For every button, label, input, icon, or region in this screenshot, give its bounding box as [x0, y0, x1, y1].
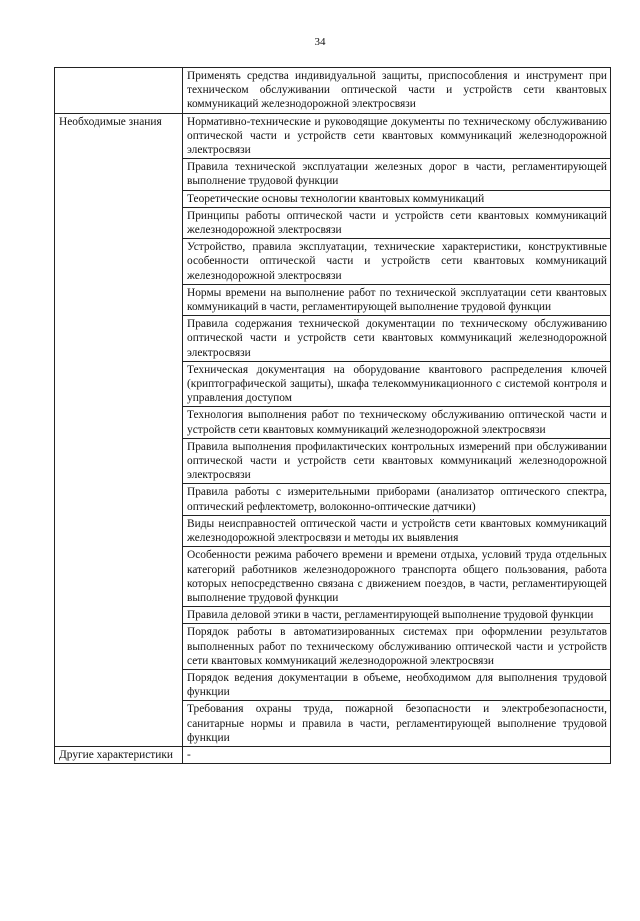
requirement-text: Техническая документация на оборудование квантового распределения ключей (криптографической защиты), шкафа телекоммуникационного с системой контроля и управления доступом: [183, 361, 611, 407]
requirement-text: Особенности режима рабочего времени и времени отдыха, условий труда отдельных категорий работников железнодорожного транспорта общего пользования, работа которых непосредственно связана с движением поездов, в части, регламентирующей выполнение трудовой функции: [183, 547, 611, 607]
requirement-text: Технология выполнения работ по техническому обслуживанию оптической части и устройств сети квантовых коммуникаций железнодорожной электросвязи: [183, 407, 611, 438]
row-label: Другие характеристики: [55, 746, 183, 763]
requirement-text: Теоретические основы технологии квантовых коммуникаций: [183, 190, 611, 207]
requirement-text: Применять средства индивидуальной защиты, приспособления и инструмент при техническом обслуживании оптической части и устройств сети квантовых коммуникаций железнодорожной электросвязи: [183, 68, 611, 114]
table-row: [55, 113, 611, 159]
specification-table-body: [55, 68, 611, 764]
requirement-text: Принципы работы оптической части и устройств сети квантовых коммуникаций железнодорожной электросвязи: [183, 207, 611, 238]
requirement-text: Нормативно-технические и руководящие документы по техническому обслуживанию оптической части и устройств сети квантовых коммуникаций железнодорожной электросвязи: [183, 113, 611, 159]
requirement-text: Порядок работы в автоматизированных системах при оформлении результатов выполненных работ по техническому обслуживанию оптической части и устройств сети квантовых коммуникаций железнодорожной электросвязи: [183, 624, 611, 670]
requirement-text: Порядок ведения документации в объеме, необходимом для выполнения трудовой функции: [183, 669, 611, 700]
requirement-text: Виды неисправностей оптической части и устройств сети квантовых коммуникаций железнодорожной электросвязи и методы их выявления: [183, 515, 611, 546]
table-row: [55, 746, 611, 763]
requirement-text: Устройство, правила эксплуатации, технические характеристики, конструктивные особенности оптической части и устройств сети квантовых коммуникаций железнодорожной электросвязи: [183, 239, 611, 285]
requirement-text: Правила содержания технической документации по техническому обслуживанию оптической части и устройств сети квантовых коммуникаций железнодорожной электросвязи: [183, 316, 611, 362]
page-number: 34: [314, 36, 326, 48]
requirement-text: Правила выполнения профилактических контрольных измерений при обслуживании оптической части и устройств сети квантовых коммуникаций железнодорожной электросвязи: [183, 438, 611, 484]
requirement-text: Правила деловой этики в части, регламентирующей выполнение трудовой функции: [183, 607, 611, 624]
table-row: [55, 68, 611, 114]
requirement-text: Требования охраны труда, пожарной безопасности и электробезопасности, санитарные нормы и правила в части, регламентирующей выполнение трудовой функции: [183, 701, 611, 747]
requirement-text: Нормы времени на выполнение работ по технической эксплуатации сети квантовых коммуникаций в части, регламентирующей выполнение трудовой функции: [183, 284, 611, 315]
row-label: [55, 68, 183, 114]
requirement-text: Правила работы с измерительными приборами (анализатор оптического спектра, оптический рефлектометр, волоконно-оптические датчики): [183, 484, 611, 515]
requirement-text: Правила технической эксплуатации железных дорог в части, регламентирующей выполнение трудовой функции: [183, 159, 611, 190]
requirement-text: -: [183, 746, 611, 763]
row-label: Необходимые знания: [55, 113, 183, 746]
specification-table: [54, 67, 611, 764]
